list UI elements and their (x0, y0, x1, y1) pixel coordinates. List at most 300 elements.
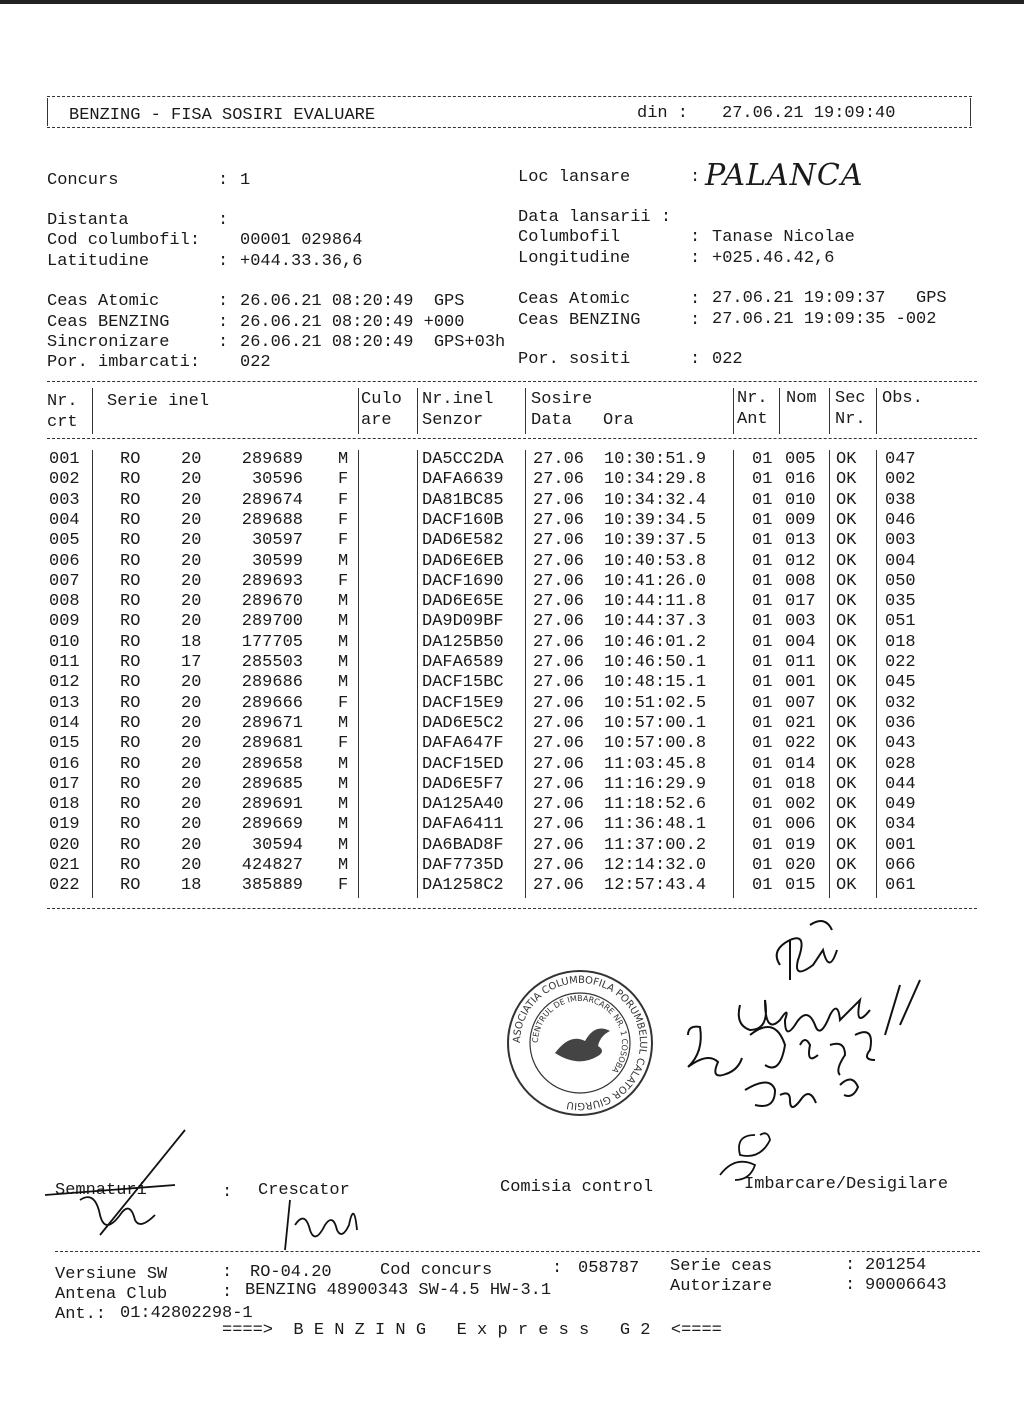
row-sec: OK (836, 551, 857, 571)
row-ant: 01 (752, 815, 773, 835)
ceas-atomic-label: Ceas Atomic (47, 292, 160, 311)
row-date: 27.06 (533, 510, 585, 530)
row-country: RO (120, 531, 141, 551)
row-time: 10:44:37.3 (604, 612, 707, 632)
col-nr-ant-1: Nr. (737, 389, 768, 408)
row-nr: 018 (49, 795, 80, 815)
ant-label: Ant.: (55, 1305, 107, 1324)
row-time: 10:57:00.8 (604, 734, 707, 754)
row-year: 20 (181, 490, 202, 510)
row-sec: OK (836, 592, 857, 612)
col-nom: Nom (786, 389, 817, 408)
row-country: RO (120, 693, 141, 713)
row-nom: 018 (785, 774, 816, 794)
row-ant: 01 (752, 510, 773, 530)
row-year: 20 (181, 673, 202, 693)
row-sensor: DA9D09BF (422, 612, 504, 632)
comisia-control-label: Comisia control (500, 1178, 654, 1197)
col-serie-inel: Serie inel (107, 392, 210, 411)
row-sensor: DA81BC85 (422, 490, 504, 510)
row-year: 20 (181, 531, 202, 551)
row-time: 11:37:00.2 (604, 835, 707, 855)
row-ant: 01 (752, 856, 773, 875)
row-date: 27.06 (533, 876, 585, 896)
col-data: Data (531, 411, 572, 430)
row-ant: 01 (752, 795, 773, 815)
report-header (47, 86, 977, 134)
row-nom: 017 (785, 592, 816, 612)
col-sosire: Sosire (531, 390, 593, 409)
row-nom: 006 (785, 815, 816, 835)
row-nr: 001 (49, 450, 80, 469)
row-date: 27.06 (533, 815, 585, 835)
row-nom: 005 (785, 450, 816, 469)
row-sec: OK (836, 693, 857, 713)
row-year: 20 (181, 815, 202, 835)
por-imbarcati-label: Por. imbarcati: (47, 353, 201, 372)
row-nr: 006 (49, 551, 80, 571)
row-sex: M (338, 673, 349, 693)
row-ant: 01 (752, 571, 773, 591)
row-sec: OK (836, 876, 857, 896)
row-date: 27.06 (533, 571, 585, 591)
row-time: 12:57:43.4 (604, 876, 707, 896)
row-year: 17 (181, 653, 202, 672)
row-nr: 003 (49, 490, 80, 510)
row-country: RO (120, 795, 141, 815)
row-ring: 289666 (241, 693, 303, 713)
cod-value: 00001 029864 (240, 231, 363, 250)
row-ant: 01 (752, 632, 773, 652)
col-sec-nr: Nr. (835, 410, 866, 429)
row-sec: OK (836, 774, 857, 794)
row-ant: 01 (752, 693, 773, 713)
row-time: 11:03:45.8 (604, 754, 707, 774)
row-sex: F (338, 693, 349, 713)
row-ant: 01 (752, 551, 773, 571)
por-imbarcati-value: 022 (240, 353, 271, 372)
col-senzor: Senzor (422, 411, 484, 430)
row-nr: 013 (49, 693, 80, 713)
col-sec: Sec (835, 389, 866, 408)
row-obs: 046 (885, 510, 916, 530)
row-year: 20 (181, 856, 202, 875)
row-obs: 028 (885, 754, 916, 774)
row-sex: M (338, 815, 349, 835)
row-ant: 01 (752, 713, 773, 733)
row-sec: OK (836, 713, 857, 733)
row-obs: 047 (885, 450, 916, 469)
row-year: 20 (181, 754, 202, 774)
row-obs: 003 (885, 531, 916, 551)
row-sex: M (338, 835, 349, 855)
ceas-benzing-end: 27.06.21 19:09:35 -002 (712, 310, 937, 329)
row-nr: 008 (49, 592, 80, 612)
row-sec: OK (836, 531, 857, 551)
row-nom: 008 (785, 571, 816, 591)
row-sex: M (338, 754, 349, 774)
row-date: 27.06 (533, 551, 585, 571)
row-time: 10:48:15.1 (604, 673, 707, 693)
stamp-inner-text: CENTRUL DE IMBARCARE NR. 1 COSOBA (530, 993, 630, 1075)
row-sex: M (338, 795, 349, 815)
row-ring: 30594 (251, 835, 303, 855)
row-sex: M (338, 612, 349, 632)
row-ring: 289688 (241, 510, 303, 530)
por-sositi-label: Por. sositi (518, 350, 631, 369)
row-year: 20 (181, 734, 202, 754)
row-ant: 01 (752, 774, 773, 794)
row-time: 10:46:01.2 (604, 632, 707, 652)
row-sensor: DACF15BC (422, 673, 504, 693)
row-ring: 289686 (241, 673, 303, 693)
row-country: RO (120, 835, 141, 855)
row-year: 20 (181, 571, 202, 591)
row-country: RO (120, 754, 141, 774)
row-ring: 30599 (251, 551, 303, 571)
row-nom: 003 (785, 612, 816, 632)
row-sensor: DA5CC2DA (422, 450, 504, 469)
row-country: RO (120, 510, 141, 530)
row-country: RO (120, 734, 141, 754)
row-sex: F (338, 470, 349, 490)
row-ring: 289689 (241, 450, 303, 469)
row-sensor: DA6BAD8F (422, 835, 504, 855)
row-nr: 014 (49, 713, 80, 733)
row-sex: M (338, 592, 349, 612)
longitudine-label: Longitudine (518, 249, 631, 268)
row-country: RO (120, 653, 141, 672)
row-sex: M (338, 774, 349, 794)
row-time: 10:46:50.1 (604, 653, 707, 672)
row-date: 27.06 (533, 490, 585, 510)
columbofil-value: Tanase Nicolae (712, 228, 855, 247)
row-country: RO (120, 713, 141, 733)
col-nr: Nr. (47, 392, 78, 411)
row-year: 18 (181, 632, 202, 652)
row-ring: 289658 (241, 754, 303, 774)
row-country: RO (120, 592, 141, 612)
row-ring: 385889 (241, 876, 303, 896)
semnaturi-colon: : (222, 1183, 233, 1202)
row-year: 20 (181, 551, 202, 571)
serie-ceas-value: 201254 (865, 1256, 927, 1275)
row-ring: 424827 (241, 856, 303, 875)
row-date: 27.06 (533, 470, 585, 490)
row-nr: 016 (49, 754, 80, 774)
date-label: din : (637, 104, 689, 123)
row-time: 10:39:37.5 (604, 531, 707, 551)
row-year: 18 (181, 876, 202, 896)
row-nr: 019 (49, 815, 80, 835)
row-date: 27.06 (533, 673, 585, 693)
row-sec: OK (836, 612, 857, 632)
report-title: BENZING - FISA SOSIRI EVALUARE (69, 106, 376, 125)
row-ring: 289670 (241, 592, 303, 612)
col-crt: crt (47, 413, 78, 432)
row-ant: 01 (752, 612, 773, 632)
row-year: 20 (181, 774, 202, 794)
row-obs: 022 (885, 653, 916, 672)
row-sec: OK (836, 510, 857, 530)
row-date: 27.06 (533, 632, 585, 652)
crescator-signature (280, 1195, 380, 1255)
row-obs: 036 (885, 713, 916, 733)
row-nom: 022 (785, 734, 816, 754)
row-ring: 289700 (241, 612, 303, 632)
brand-line: ====> B E N Z I N G E x p r e s s G 2 <==== (222, 1321, 722, 1340)
dove-icon (555, 1029, 610, 1062)
row-country: RO (120, 571, 141, 591)
row-ring: 289671 (241, 713, 303, 733)
row-ant: 01 (752, 876, 773, 896)
data-lansarii-label: Data lansarii : (518, 208, 672, 227)
ceas-atomic-end: 27.06.21 19:09:37 GPS (712, 289, 947, 308)
row-ring: 289674 (241, 490, 303, 510)
row-country: RO (120, 673, 141, 693)
row-country: RO (120, 470, 141, 490)
row-sec: OK (836, 571, 857, 591)
row-obs: 004 (885, 551, 916, 571)
row-time: 10:34:32.4 (604, 490, 707, 510)
row-nom: 013 (785, 531, 816, 551)
row-sex: F (338, 510, 349, 530)
longitudine-value: +025.46.42,6 (712, 249, 835, 268)
row-sensor: DACF160B (422, 510, 504, 530)
row-date: 27.06 (533, 612, 585, 632)
row-time: 10:34:29.8 (604, 470, 707, 490)
row-sensor: DA125A40 (422, 795, 504, 815)
row-sex: F (338, 876, 349, 896)
row-obs: 045 (885, 673, 916, 693)
versiune-value: RO-04.20 (250, 1263, 332, 1282)
row-obs: 050 (885, 571, 916, 591)
row-obs: 032 (885, 693, 916, 713)
row-date: 27.06 (533, 774, 585, 794)
row-ant: 01 (752, 734, 773, 754)
row-time: 10:44:11.8 (604, 592, 707, 612)
footer-rule (55, 1251, 980, 1252)
col-ora: Ora (603, 411, 634, 430)
stamp (505, 968, 655, 1118)
row-time: 10:51:02.5 (604, 693, 707, 713)
row-sensor: DAD6E6EB (422, 551, 504, 571)
row-sensor: DAFA6589 (422, 653, 504, 672)
row-country: RO (120, 450, 141, 469)
row-ant: 01 (752, 450, 773, 469)
row-nom: 015 (785, 876, 816, 896)
cod-concurs-label: Cod concurs (380, 1261, 493, 1280)
ceas-benzing-label: Ceas BENZING (47, 313, 170, 332)
row-date: 27.06 (533, 531, 585, 551)
row-nr: 021 (49, 856, 80, 875)
row-sec: OK (836, 470, 857, 490)
row-nr: 015 (49, 734, 80, 754)
row-sex: F (338, 734, 349, 754)
row-year: 20 (181, 592, 202, 612)
row-time: 10:41:26.0 (604, 571, 707, 591)
row-sex: M (338, 713, 349, 733)
row-ring: 30597 (251, 531, 303, 551)
table-header-rule (47, 438, 977, 439)
row-nr: 005 (49, 531, 80, 551)
col-culoare-2: are (361, 411, 392, 430)
antena-label: Antena Club (55, 1285, 168, 1304)
row-nr: 007 (49, 571, 80, 591)
row-ant: 01 (752, 592, 773, 612)
row-nom: 010 (785, 490, 816, 510)
row-date: 27.06 (533, 856, 585, 875)
row-country: RO (120, 856, 141, 875)
row-time: 10:40:53.8 (604, 551, 707, 571)
row-nr: 011 (49, 653, 80, 672)
row-ring: 289693 (241, 571, 303, 591)
row-sex: M (338, 551, 349, 571)
row-nr: 017 (49, 774, 80, 794)
row-sensor: DA125B50 (422, 632, 504, 652)
stamp-outer-text: ASOCIATIA COLUMBOFILA PORUMBELUL CALATOR GIURGIU (511, 974, 649, 1112)
row-ant: 01 (752, 673, 773, 693)
row-sensor: DA1258C2 (422, 876, 504, 896)
row-year: 20 (181, 510, 202, 530)
row-year: 20 (181, 795, 202, 815)
commission-signatures (670, 905, 990, 1135)
row-ant: 01 (752, 754, 773, 774)
row-sensor: DACF15ED (422, 754, 504, 774)
stamp-seal (505, 968, 655, 1118)
ant-value: 01:42802298-1 (120, 1304, 253, 1323)
row-sensor: DAD6E582 (422, 531, 504, 551)
row-obs: 001 (885, 835, 916, 855)
row-nr: 020 (49, 835, 80, 855)
versiune-label: Versiune SW (55, 1265, 168, 1284)
row-nr: 002 (49, 470, 80, 490)
row-sec: OK (836, 653, 857, 672)
row-nr: 012 (49, 673, 80, 693)
row-nom: 016 (785, 470, 816, 490)
row-year: 20 (181, 470, 202, 490)
row-date: 27.06 (533, 450, 585, 469)
crescator-label: Crescator (258, 1181, 350, 1200)
report-date: 27.06.21 19:09:40 (722, 104, 896, 123)
row-nr: 010 (49, 632, 80, 652)
row-nom: 001 (785, 673, 816, 693)
semnaturi-signature (40, 1125, 190, 1245)
row-sec: OK (836, 754, 857, 774)
row-sensor: DAFA6411 (422, 815, 504, 835)
row-country: RO (120, 551, 141, 571)
row-obs: 061 (885, 876, 916, 896)
col-culoare-1: Culo (361, 390, 402, 409)
ceas-atomic-start: 26.06.21 08:20:49 GPS (240, 292, 465, 311)
row-obs: 035 (885, 592, 916, 612)
row-ring: 289685 (241, 774, 303, 794)
row-nom: 014 (785, 754, 816, 774)
row-obs: 038 (885, 490, 916, 510)
row-nom: 004 (785, 632, 816, 652)
row-obs: 018 (885, 632, 916, 652)
col-obs: Obs. (882, 389, 923, 408)
row-obs: 066 (885, 856, 916, 875)
row-sec: OK (836, 795, 857, 815)
row-ant: 01 (752, 470, 773, 490)
row-sec: OK (836, 490, 857, 510)
row-nr: 009 (49, 612, 80, 632)
row-sec: OK (836, 673, 857, 693)
row-time: 10:39:34.5 (604, 510, 707, 530)
row-nom: 011 (785, 653, 816, 672)
row-nom: 019 (785, 835, 816, 855)
row-sec: OK (836, 450, 857, 469)
row-nom: 012 (785, 551, 816, 571)
cod-label: Cod columbofil: (47, 231, 201, 250)
cod-concurs-value: 058787 (578, 1259, 640, 1278)
row-obs: 043 (885, 734, 916, 754)
row-obs: 034 (885, 815, 916, 835)
row-sex: M (338, 450, 349, 469)
row-sec: OK (836, 632, 857, 652)
loc-value-handwritten: PALANCA (705, 158, 864, 193)
row-ring: 289669 (241, 815, 303, 835)
latitudine-label: Latitudine (47, 252, 150, 271)
row-ring: 177705 (241, 632, 303, 652)
latitudine-value: +044.33.36,6 (240, 252, 363, 271)
row-sec: OK (836, 815, 857, 835)
row-country: RO (120, 490, 141, 510)
row-nom: 007 (785, 693, 816, 713)
row-ant: 01 (752, 835, 773, 855)
row-sensor: DACF1690 (422, 571, 504, 591)
row-time: 11:16:29.9 (604, 774, 707, 794)
row-sex: F (338, 490, 349, 510)
row-date: 27.06 (533, 693, 585, 713)
row-ring: 30596 (251, 470, 303, 490)
row-time: 10:30:51.9 (604, 450, 707, 469)
row-obs: 002 (885, 470, 916, 490)
row-sex: M (338, 632, 349, 652)
ceas-atomic-label-2: Ceas Atomic (518, 290, 631, 309)
columbofil-label: Columbofil (518, 228, 621, 247)
row-ant: 01 (752, 490, 773, 510)
row-sec: OK (836, 856, 857, 875)
imbarcare-signature (715, 1125, 785, 1195)
table-top-rule (47, 381, 977, 382)
row-sec: OK (836, 835, 857, 855)
row-sensor: DAF7735D (422, 856, 504, 875)
row-year: 20 (181, 450, 202, 469)
row-sex: F (338, 531, 349, 551)
col-nr-inel: Nr.inel (422, 390, 494, 409)
row-ring: 285503 (241, 653, 303, 672)
row-time: 10:57:00.1 (604, 713, 707, 733)
row-date: 27.06 (533, 795, 585, 815)
row-nr: 022 (49, 876, 80, 896)
row-date: 27.06 (533, 653, 585, 672)
distanta-label: Distanta (47, 211, 129, 230)
row-sensor: DAD6E5C2 (422, 713, 504, 733)
row-year: 20 (181, 693, 202, 713)
row-obs: 051 (885, 612, 916, 632)
row-date: 27.06 (533, 754, 585, 774)
row-country: RO (120, 815, 141, 835)
row-sensor: DAFA6639 (422, 470, 504, 490)
row-ant: 01 (752, 653, 773, 672)
row-nom: 020 (785, 856, 816, 875)
row-year: 20 (181, 835, 202, 855)
row-nr: 004 (49, 510, 80, 530)
row-ring: 289681 (241, 734, 303, 754)
row-sensor: DAFA647F (422, 734, 504, 754)
